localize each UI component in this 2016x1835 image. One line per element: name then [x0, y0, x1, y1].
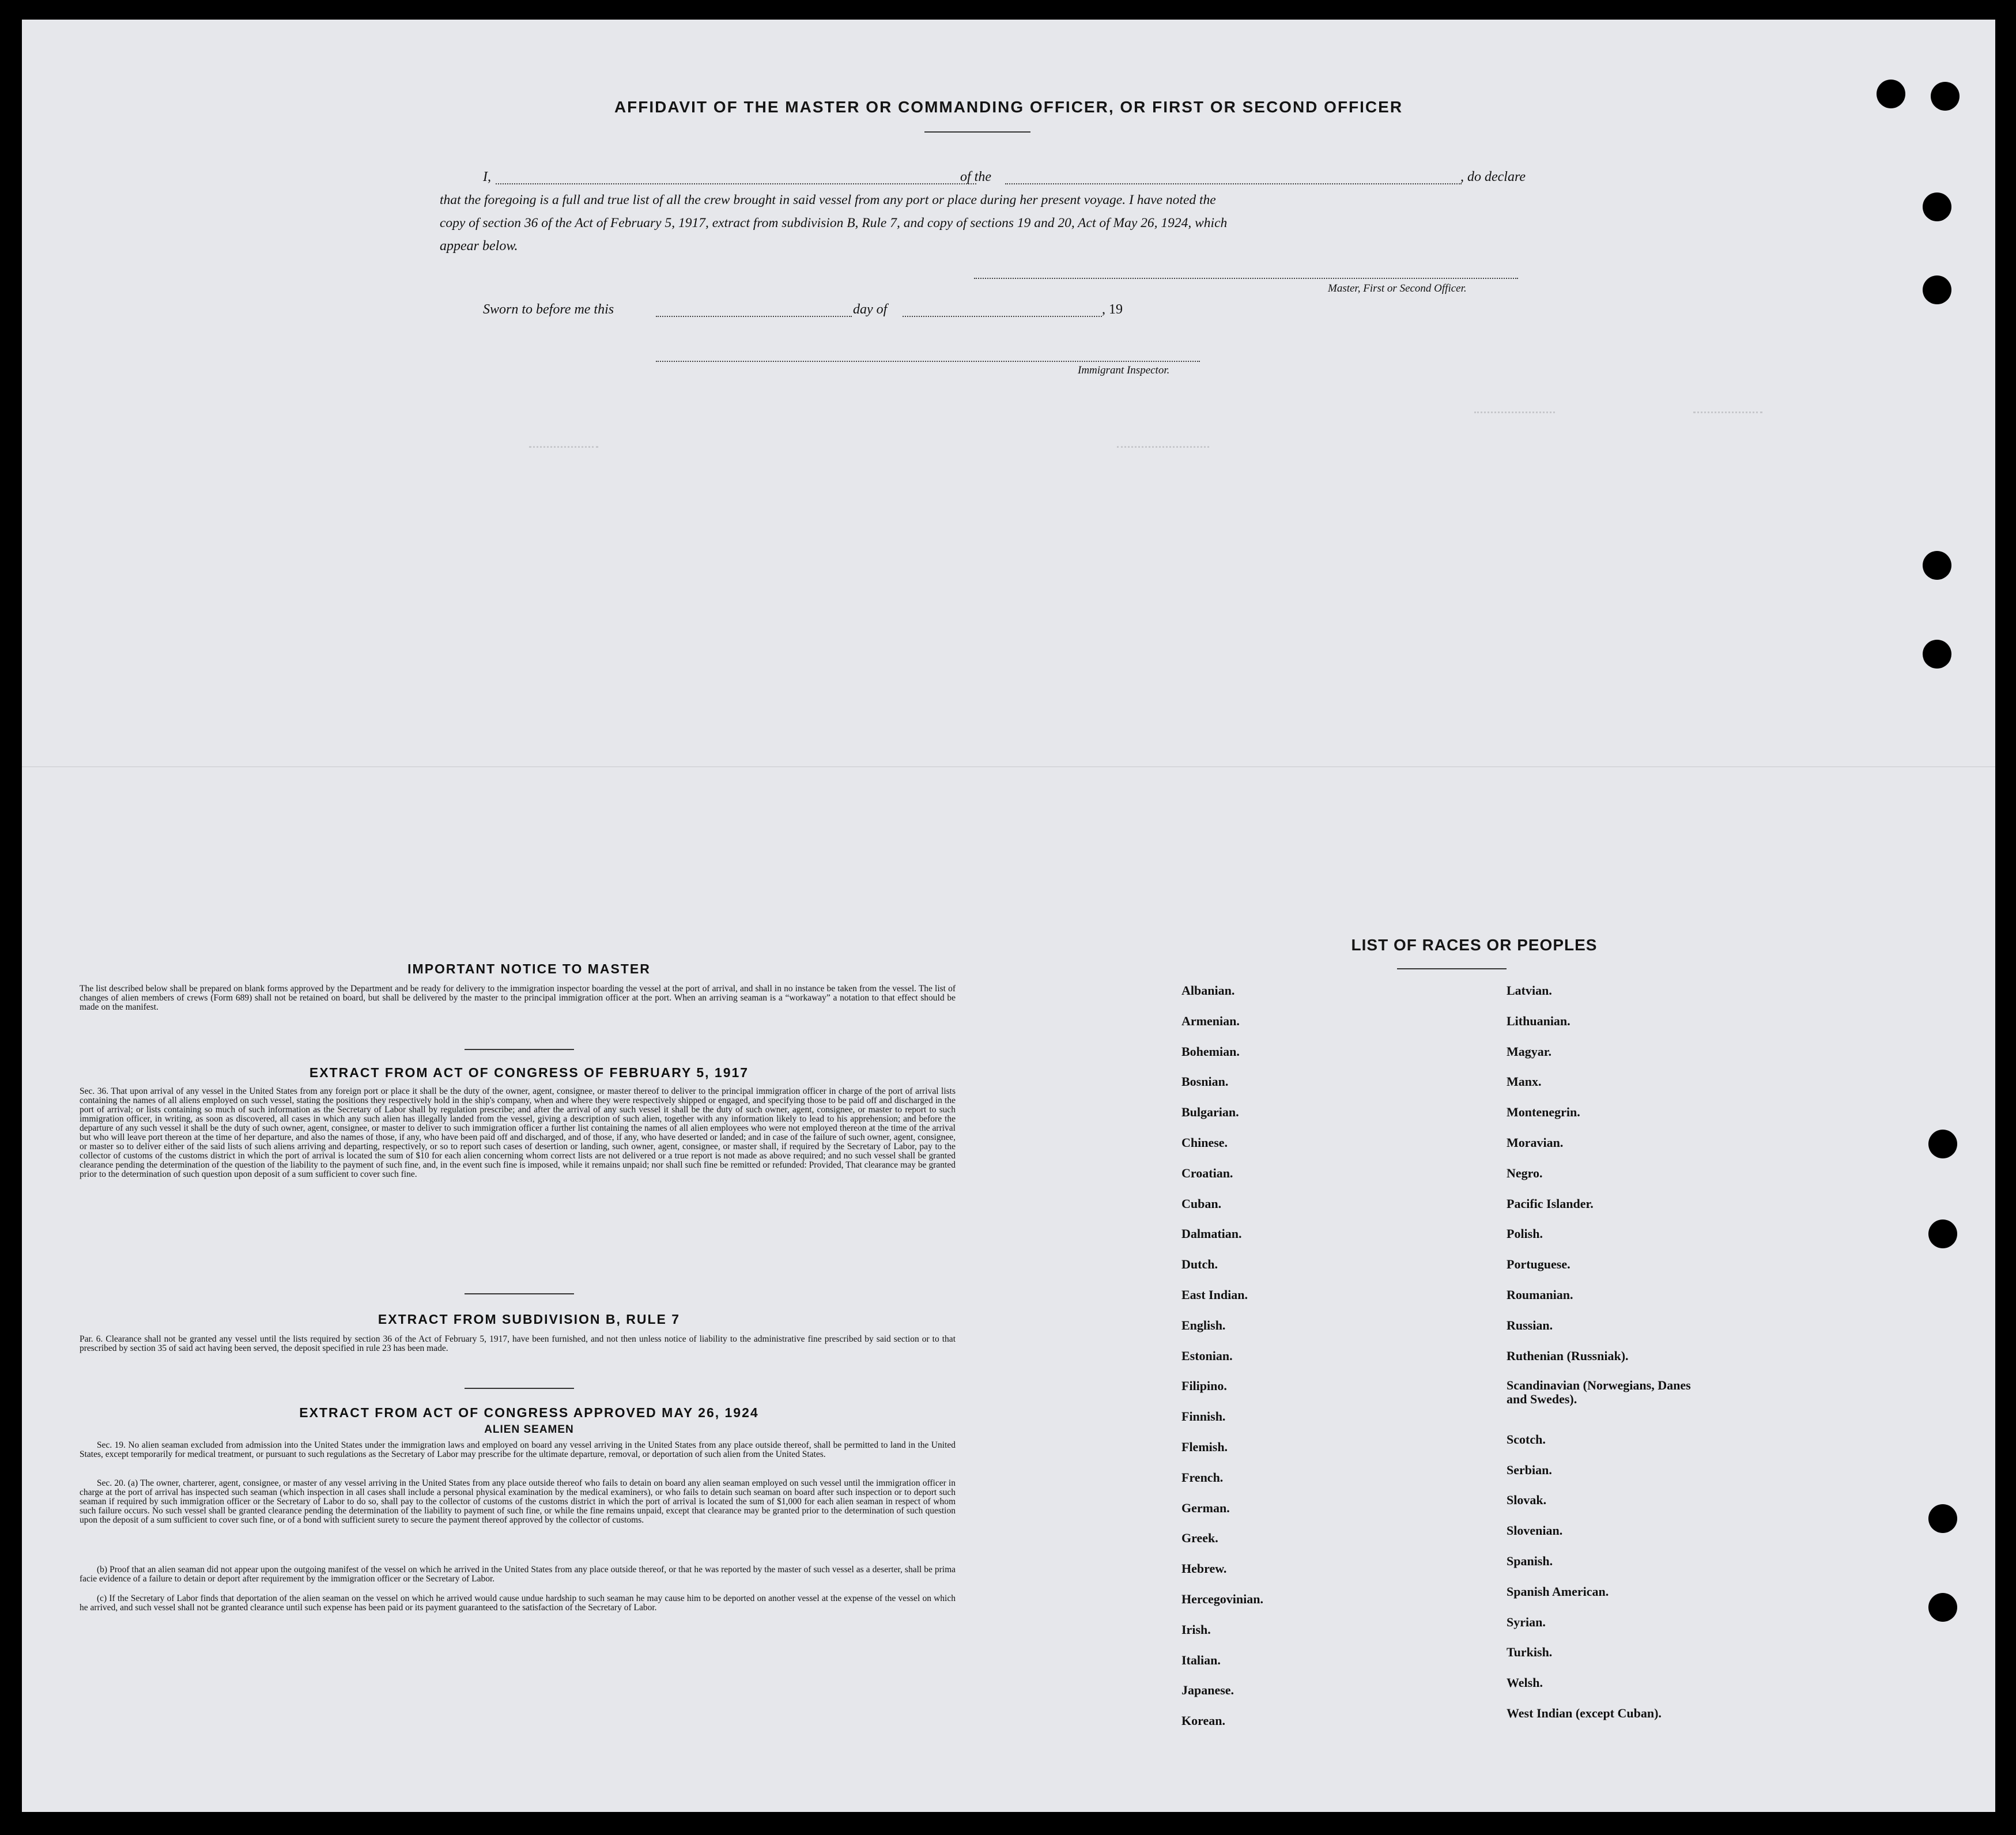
punch-hole: [1923, 640, 1951, 669]
race-item: Ruthenian (Russniak).: [1507, 1348, 1629, 1363]
race-item: Scandinavian (Norwegians, Danes and Swedes).: [1507, 1378, 1691, 1407]
race-item: Flemish.: [1181, 1440, 1228, 1454]
race-item: Slovenian.: [1507, 1523, 1563, 1538]
race-item: Serbian.: [1507, 1462, 1552, 1477]
race-item: Bohemian.: [1181, 1044, 1240, 1059]
sworn-year: , 19: [1102, 302, 1123, 317]
race-item: Magyar.: [1507, 1044, 1552, 1059]
title-underline: [924, 131, 1030, 133]
extract-rule7-title: EXTRACT FROM SUBDIVISION B, RULE 7: [377, 1312, 681, 1327]
affidavit-do-declare: , do declare: [1460, 169, 1526, 184]
race-item: West Indian (except Cuban).: [1507, 1706, 1662, 1720]
race-item: East Indian.: [1181, 1287, 1248, 1302]
race-item: Montenegrin.: [1507, 1105, 1580, 1120]
race-item: Spanish.: [1507, 1554, 1553, 1568]
extract-rule7-body: Par. 6. Clearance shall not be granted any vessel until the lists required by section 36 of the Act of February 5, 1917, have been furnished, and not then unless notice of liability to the administrative fine prescribed by said section or to that prescribed by section 35 of said act having been served, the deposit specified in rule 23 has been made.: [80, 1334, 956, 1353]
extract-1924-subtitle: ALIEN SEAMEN: [484, 1424, 574, 1436]
affidavit-line2: that the foregoing is a full and true list of all the crew brought in said vessel from any port or place during her present voyage. I have noted the: [440, 192, 1216, 207]
notice-title: IMPORTANT NOTICE TO MASTER: [407, 961, 651, 976]
affidavit-title: AFFIDAVIT OF THE MASTER OR COMMANDING OFFICER, OR FIRST OR SECOND OFFICER: [614, 98, 1403, 116]
race-item: Slovak.: [1507, 1493, 1547, 1508]
race-item: Irish.: [1181, 1622, 1211, 1637]
race-item: Italian.: [1181, 1652, 1221, 1667]
bleed-through-mark: [529, 446, 598, 448]
race-item: Hebrew.: [1181, 1561, 1227, 1576]
race-item: Negro.: [1507, 1165, 1543, 1180]
punch-hole: [1923, 275, 1951, 304]
affidavit-line3: copy of section 36 of the Act of February 5, 1917, extract from subdivision B, Rule 7, and copy of sections 19 and 20, Act of May 26, 1924, which: [440, 216, 1228, 231]
race-item: French.: [1181, 1470, 1224, 1485]
extract-1924-title: EXTRACT FROM ACT OF CONGRESS APPROVED MAY 26, 1924: [299, 1405, 759, 1420]
section-divider: [465, 1293, 574, 1294]
affidavit-of-the: of the: [960, 169, 991, 184]
punch-hole: [1928, 1219, 1957, 1248]
race-item: Chinese.: [1181, 1135, 1228, 1150]
race-item: Pacific Islander.: [1507, 1196, 1594, 1211]
race-item: Estonian.: [1181, 1348, 1233, 1363]
race-item: Cuban.: [1181, 1196, 1222, 1211]
race-item: Moravian.: [1507, 1135, 1564, 1150]
sworn-text: Sworn to before me this: [483, 302, 614, 317]
extract-1917-title: EXTRACT FROM ACT OF CONGRESS OF FEBRUARY 5, 1917: [309, 1065, 749, 1080]
punch-hole: [1923, 192, 1951, 221]
race-item: Greek.: [1181, 1531, 1218, 1546]
document-page: [22, 20, 1995, 1812]
extract-1924-sec19: Sec. 19. No alien seaman excluded from admission into the United States under the immigration laws and employed on board any vessel arriving in the United States from any place outside thereof, shall be permitted to land in the United States, except temporarily for medical treatment, or pursuant to such regulations as the Secretary of Labor may prescribe for the ultimate departure, removal, or deportation of such alien from the United States.: [80, 1440, 956, 1459]
race-item: Dalmatian.: [1181, 1226, 1242, 1241]
punch-hole: [1928, 1504, 1957, 1533]
race-item: Roumanian.: [1507, 1287, 1573, 1302]
race-item: Albanian.: [1181, 983, 1235, 998]
race-item: Syrian.: [1507, 1614, 1546, 1629]
race-item: German.: [1181, 1500, 1230, 1515]
race-item: Russian.: [1507, 1317, 1553, 1332]
race-item: Croatian.: [1181, 1165, 1233, 1180]
race-item: English.: [1181, 1317, 1226, 1332]
race-item: Bulgarian.: [1181, 1105, 1239, 1120]
race-item: Finnish.: [1181, 1409, 1226, 1424]
inspector-caption: Immigrant Inspector.: [1078, 364, 1170, 376]
name-field[interactable]: [496, 183, 976, 184]
master-signature-field[interactable]: [974, 278, 1518, 279]
races-title: LIST OF RACES OR PEOPLES: [1351, 936, 1598, 954]
race-item: Polish.: [1507, 1226, 1543, 1241]
punch-hole: [1928, 1593, 1957, 1622]
extract-1924-sec20a: Sec. 20. (a) The owner, charterer, agent, consignee, or master of any vessel arriving in the United States from any place outside thereof who fails to detain on board any alien seaman employed on such vessel until the immigration officer in charge at the port of arrival has inspected such seaman (which inspection in all cases shall include a personal physical examination by the medical examiners), or who fails to detain such seaman on board after such inspection or to deport such seaman if required by such immigration officer or the Secretary of Labor to do so, shall pay to the collector of customs of the customs district in which the port of arrival is located the sum of $1,000 for each alien seaman in respect of whom such failure occurs. No such vessel shall be granted clearance pending the determination of the liability to payment of such fine, or while the fine remains unpaid, except that clearance may be granted prior to the determination of such question upon the deposit of a sum sufficient to cover such fine, or of a bond with sufficient surety to secure the payment thereof approved by the collector of customs.: [80, 1478, 956, 1525]
race-item: Turkish.: [1507, 1645, 1553, 1660]
bleed-through-mark: [1117, 446, 1209, 448]
race-item: Lithuanian.: [1507, 1013, 1570, 1028]
race-item: Dutch.: [1181, 1257, 1218, 1272]
sworn-date-field[interactable]: [656, 316, 852, 317]
affidavit-line4: appear below.: [440, 239, 518, 254]
vessel-field[interactable]: [1005, 183, 1462, 184]
bleed-through-mark: [1693, 411, 1762, 413]
punch-hole: [1928, 1130, 1957, 1158]
race-item: Korean.: [1181, 1713, 1225, 1728]
race-item: Bosnian.: [1181, 1074, 1229, 1089]
extract-1924-sec20c: (c) If the Secretary of Labor finds that deportation of the alien seaman on the vessel on which he arrived would cause undue hardship to such seaman he may cause him to be deported on another vessel at the expense of the vessel on which he arrived, and such vessel shall not be granted clearance until such expense has been paid or its payment guaranteed to the satisfaction of the Secretary of Labor.: [80, 1594, 956, 1613]
bleed-through-mark: [1474, 411, 1555, 413]
section-divider: [465, 1049, 574, 1050]
extract-1924-sec20b: (b) Proof that an alien seaman did not appear upon the outgoing manifest of the vessel on which he arrived in the United States from any place outside thereof, or that he was reported by the master of such vessel as a deserter, shall be prima facie evidence of a failure to detain or deport after requirement by the immigration officer or the Secretary of Labor.: [80, 1565, 956, 1584]
race-item: Hercegovinian.: [1181, 1592, 1263, 1606]
race-item: Portuguese.: [1507, 1257, 1570, 1272]
race-item: Scotch.: [1507, 1432, 1546, 1447]
section-divider: [465, 1388, 574, 1389]
race-item: Spanish American.: [1507, 1584, 1609, 1599]
notice-body: The list described below shall be prepared on blank forms approved by the Department and be ready for delivery to the immigration inspector boarding the vessel at the port of arrival, and shall in no instance be taken from the vessel. The list of changes of alien members of crews (Form 689) shall not be retained on board, but shall be delivered by the master to the principal immigration officer at the port. When an arriving seaman is a “workaway” a notation to that effect should be made on the manifest.: [80, 984, 956, 1012]
race-item: Latvian.: [1507, 983, 1552, 998]
race-item: Japanese.: [1181, 1683, 1234, 1698]
inspector-signature-field[interactable]: [656, 361, 1200, 362]
race-item: Welsh.: [1507, 1675, 1543, 1690]
race-item: Filipino.: [1181, 1379, 1227, 1394]
punch-hole: [1923, 551, 1951, 580]
sworn-day-of: day of: [853, 302, 888, 317]
affidavit-i: I,: [483, 169, 491, 184]
master-caption: Master, First or Second Officer.: [1328, 282, 1467, 294]
races-title-underline: [1397, 968, 1507, 969]
race-item: Manx.: [1507, 1074, 1542, 1089]
extract-1917-body: Sec. 36. That upon arrival of any vessel in the United States from any foreign port or place it shall be the duty of the owner, agent, consignee, or master thereof to deliver to the principal immigration officer in charge of the port of arrival lists containing the names of all aliens employed on such vessel, stating the positions they respectively hold in the ship's company, when and where they were respectively shipped or engaged, and specifying those to be paid off and discharged in the port of arrival; or lists containing so much of such information as the Secretary of Labor shall by regulation prescribe; and after the arrival of any such vessel it shall be the duty of such owner, agent, consignee, or master to report to such immigration officer, in writing, as soon as discovered, all cases in which any such alien has illegally landed from the vessel, giving a description of such alien, together with any information likely to lead to his apprehension; and before the departure of any such vessel it shall be the duty of such owner, agent, consignee, or master to deliver to such immigration officer a further list containing the names of all alien employees who were not employed thereon at the time of the arrival but who will leave port thereon at the time of her departure, and also the names of those, if any, who have been paid off and discharged, and of those, if any, who have deserted or landed; and in case of the failure of such owner, agent, consignee, or master so to deliver either of the said lists of such aliens arriving and departing, respectively, or so to report such cases of desertion or landing, such owner, agent, consignee, or master shall, if required by the Secretary of Labor, pay to the collector of customs of the customs district in which the port of arrival is located the sum of $10 for each alien concerning whom correct lists are not delivered or a true report is not made as above required; and no such vessel shall be granted clearance pending the determination of the question of the liability to the payment of such fine, and, in the event such fine is imposed, while it remains unpaid; nor shall such fine be remitted or refunded: Provided, That clearance may be granted prior to the determination of such question upon deposit of a sum sufficient to cover such fine.: [80, 1086, 956, 1179]
race-item: Armenian.: [1181, 1013, 1240, 1028]
sworn-month-field[interactable]: [903, 316, 1102, 317]
